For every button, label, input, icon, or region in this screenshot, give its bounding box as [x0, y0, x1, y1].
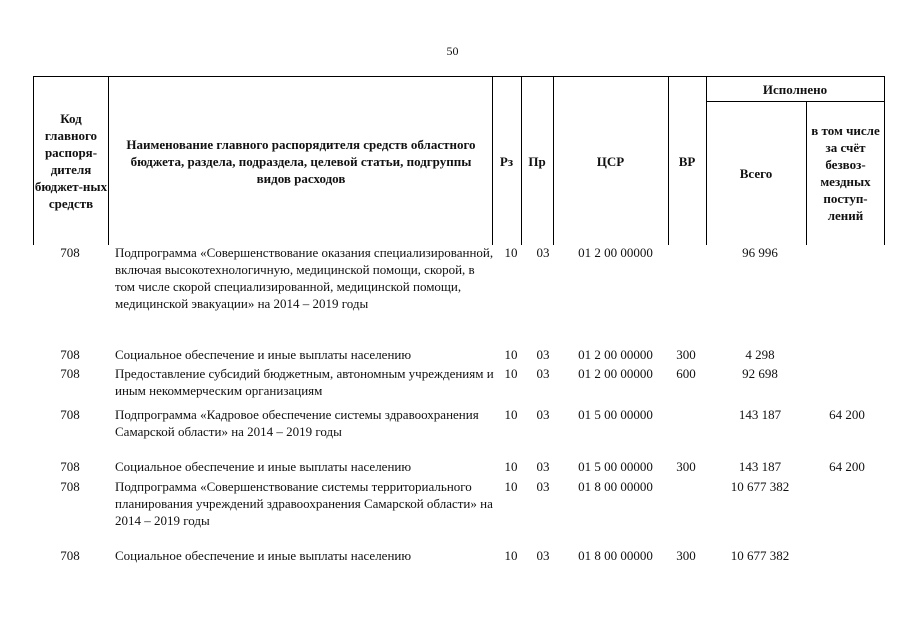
row-name: Социальное обеспечение и иные выплаты населению: [115, 347, 412, 362]
header-incl-free: в том числе за счёт безвоз-мездных поступ-лений: [811, 123, 880, 223]
page-number: 50: [446, 44, 459, 58]
row-name: Подпрограмма «Совершенствование оказания специализированной, включая высокотехнологичную, медицинской помощи, скорой, в том числе скорой специализированной, медицинской помощи, медицинской эвакуации» на 2014 – 2019 годы: [115, 245, 494, 311]
row-code: 708: [60, 479, 80, 494]
row-name: Подпрограмма «Совершенствование системы территориального планирования учреждений здравоохранения Самарской области» на 2014 – 2019 годы: [115, 479, 493, 528]
row-pr: 03: [536, 459, 550, 474]
header-vr: ВР: [678, 153, 696, 169]
header-divider: [108, 77, 109, 245]
row-code: 708: [60, 245, 80, 260]
row-pr: 03: [536, 479, 550, 494]
row-rz: 10: [504, 459, 518, 474]
row-code: 708: [60, 366, 80, 381]
header-name: Наименование главного распорядителя средств областного бюджета, раздела, подраздела, целевой статьи, подгруппы видов расходов: [126, 136, 476, 186]
row-pr: 03: [536, 366, 550, 381]
row-code: 708: [60, 407, 80, 422]
row-total: 96 996: [742, 245, 778, 260]
row-vr: 600: [676, 366, 696, 381]
row-total: 143 187: [738, 407, 782, 422]
row-rz: 10: [504, 245, 518, 260]
row-name: Социальное обеспечение и иные выплаты населению: [115, 548, 412, 563]
row-vr: 300: [676, 347, 696, 362]
row-free: 64 200: [829, 407, 865, 422]
row-name: Подпрограмма «Кадровое обеспечение системы здравоохранения Самарской области» на 2014 – 2019 годы: [115, 407, 479, 439]
row-free: 64 200: [829, 459, 865, 474]
row-csr: 01 2 00 00000: [578, 245, 653, 260]
row-pr: 03: [536, 407, 550, 422]
row-pr: 03: [536, 245, 550, 260]
header-csr: ЦСР: [596, 153, 625, 169]
row-csr: 01 8 00 00000: [578, 479, 653, 494]
row-rz: 10: [504, 548, 518, 563]
row-rz: 10: [504, 347, 518, 362]
row-code: 708: [60, 459, 80, 474]
row-pr: 03: [536, 347, 550, 362]
row-vr: 300: [676, 548, 696, 563]
row-name: Социальное обеспечение и иные выплаты населению: [115, 459, 412, 474]
row-code: 708: [60, 347, 80, 362]
header-rz: Рз: [499, 153, 514, 169]
row-csr: 01 5 00 00000: [578, 407, 653, 422]
row-total: 4 298: [745, 347, 775, 362]
row-rz: 10: [504, 366, 518, 381]
table-header: [33, 76, 885, 245]
row-total: 10 677 382: [730, 479, 790, 494]
row-csr: 01 5 00 00000: [578, 459, 653, 474]
header-pr: Пр: [528, 153, 546, 169]
row-rz: 10: [504, 407, 518, 422]
header-total: Всего: [739, 165, 773, 181]
row-csr: 01 2 00 00000: [578, 347, 653, 362]
header-executed: Исполнено: [762, 81, 828, 97]
row-total: 143 187: [738, 459, 782, 474]
row-csr: 01 2 00 00000: [578, 366, 653, 381]
header-code: Код главного распоря-дителя бюджет-ных средств: [34, 111, 108, 211]
row-vr: 300: [676, 459, 696, 474]
row-pr: 03: [536, 548, 550, 563]
row-csr: 01 8 00 00000: [578, 548, 653, 563]
row-rz: 10: [504, 479, 518, 494]
row-total: 92 698: [742, 366, 778, 381]
row-name: Предоставление субсидий бюджетным, автономным учреждениям и иным некоммерческим организациям: [115, 366, 494, 398]
row-total: 10 677 382: [730, 548, 790, 563]
row-code: 708: [60, 548, 80, 563]
